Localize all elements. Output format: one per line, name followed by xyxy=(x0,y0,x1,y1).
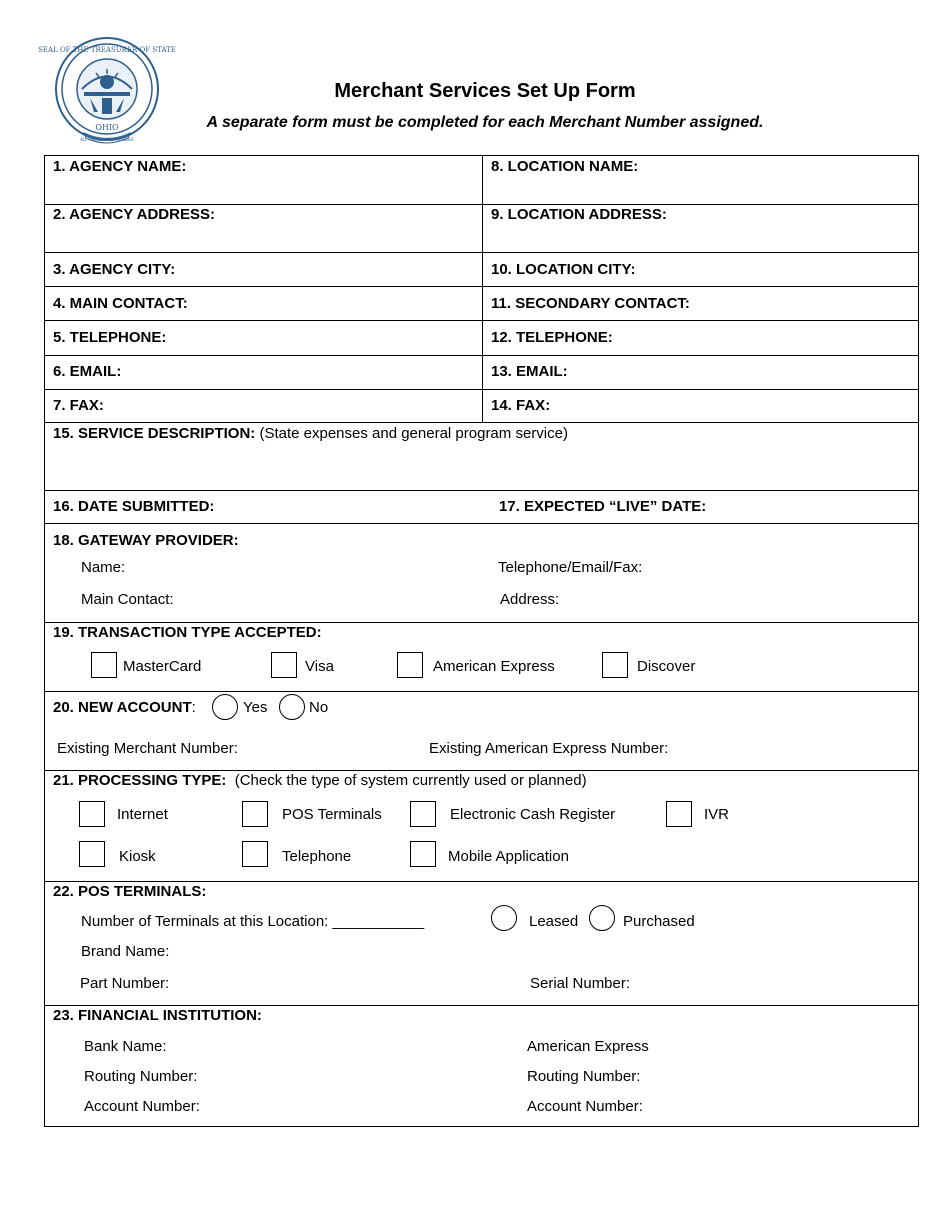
new-account-no-radio[interactable] xyxy=(279,694,305,720)
amex-account-number-field[interactable]: Account Number: xyxy=(527,1098,643,1115)
email-field[interactable]: 6. EMAIL: xyxy=(53,363,122,380)
main-contact-field[interactable]: 4. MAIN CONTACT: xyxy=(53,295,188,312)
date-submitted-field[interactable]: 16. DATE SUBMITTED: xyxy=(53,498,215,515)
processing-type-label: 21. PROCESSING TYPE: xyxy=(53,772,227,789)
page-subtitle: A separate form must be completed for each Merchant Number assigned. xyxy=(206,114,764,131)
american-express-label: American Express xyxy=(433,658,555,675)
ivr-checkbox[interactable] xyxy=(666,801,692,827)
transaction-type-label: 19. TRANSACTION TYPE ACCEPTED: xyxy=(53,624,322,641)
new-account-colon: : xyxy=(191,699,196,716)
electronic-cash-register-label: Electronic Cash Register xyxy=(450,806,616,823)
visa-label: Visa xyxy=(305,658,334,675)
gateway-provider-label: 18. GATEWAY PROVIDER: xyxy=(53,532,239,549)
bank-routing-number-field[interactable]: Routing Number: xyxy=(84,1068,198,1085)
amex-routing-number-field[interactable]: Routing Number: xyxy=(527,1068,641,1085)
new-account-label: 20. NEW ACCOUNT xyxy=(53,699,192,716)
pos-terminals-label: POS Terminals xyxy=(282,806,382,823)
secondary-contact-field[interactable]: 11. SECONDARY CONTACT: xyxy=(491,295,690,312)
internet-checkbox[interactable] xyxy=(79,801,105,827)
row-divider xyxy=(44,320,919,321)
location-telephone-field[interactable]: 12. TELEPHONE: xyxy=(491,329,613,346)
row-divider xyxy=(44,204,919,205)
agency-name-field[interactable]: 1. AGENCY NAME: xyxy=(53,158,187,175)
new-account-no-label: No xyxy=(309,699,329,716)
number-of-terminals-field[interactable]: Number of Terminals at this Location: ___________ xyxy=(81,913,425,930)
table-right-border xyxy=(918,155,919,1127)
purchased-radio[interactable] xyxy=(589,905,615,931)
location-name-field[interactable]: 8. LOCATION NAME: xyxy=(491,158,639,175)
svg-text:ALL THINGS ARE POSSIBLE: ALL THINGS ARE POSSIBLE xyxy=(80,137,134,142)
new-account-yes-label: Yes xyxy=(243,699,268,716)
agency-city-field[interactable]: 3. AGENCY CITY: xyxy=(53,261,176,278)
existing-merchant-number-field[interactable]: Existing Merchant Number: xyxy=(57,740,238,757)
processing-type-note: (Check the type of system currently used or planned) xyxy=(226,772,587,789)
pos-terminals-checkbox[interactable] xyxy=(242,801,268,827)
row-divider xyxy=(44,622,919,623)
processing-type-field xyxy=(53,772,587,789)
row-divider xyxy=(44,523,919,524)
telephone-label: Telephone xyxy=(282,848,352,865)
discover-checkbox[interactable] xyxy=(602,652,628,678)
page-title: Merchant Services Set Up Form xyxy=(334,80,636,102)
american-express-heading: American Express xyxy=(527,1038,649,1055)
brand-name-field[interactable]: Brand Name: xyxy=(81,943,170,960)
location-email-field[interactable]: 13. EMAIL: xyxy=(491,363,568,380)
serial-number-field[interactable]: Serial Number: xyxy=(530,975,631,992)
row-divider xyxy=(44,770,919,771)
financial-institution-label: 23. FINANCIAL INSTITUTION: xyxy=(53,1007,262,1024)
part-number-field[interactable]: Part Number: xyxy=(80,975,170,992)
purchased-label: Purchased xyxy=(623,913,695,930)
svg-text:OHIO: OHIO xyxy=(95,123,119,132)
fax-field[interactable]: 7. FAX: xyxy=(53,397,104,414)
row-divider xyxy=(44,286,919,287)
bank-name-field[interactable]: Bank Name: xyxy=(84,1038,167,1055)
column-divider xyxy=(482,155,483,423)
kiosk-label: Kiosk xyxy=(119,848,156,865)
mastercard-label: MasterCard xyxy=(123,658,202,675)
table-bottom-border xyxy=(44,1126,919,1127)
row-divider xyxy=(44,691,919,692)
gateway-telephone-email-fax-field[interactable]: Telephone/Email/Fax: xyxy=(498,559,643,576)
mobile-application-checkbox[interactable] xyxy=(410,841,436,867)
service-description-note: (State expenses and general program service) xyxy=(255,425,568,442)
row-divider xyxy=(44,490,919,491)
leased-label: Leased xyxy=(529,913,579,930)
expected-live-date-field[interactable]: 17. EXPECTED “LIVE” DATE: xyxy=(499,498,707,515)
telephone-field[interactable]: 5. TELEPHONE: xyxy=(53,329,167,346)
location-fax-field[interactable]: 14. FAX: xyxy=(491,397,551,414)
ivr-label: IVR xyxy=(704,806,730,823)
row-divider xyxy=(44,881,919,882)
existing-amex-number-field[interactable]: Existing American Express Number: xyxy=(429,740,669,757)
gateway-name-field[interactable]: Name: xyxy=(81,559,126,576)
visa-checkbox[interactable] xyxy=(271,652,297,678)
location-city-field[interactable]: 10. LOCATION CITY: xyxy=(491,261,636,278)
gateway-address-field[interactable]: Address: xyxy=(500,591,560,608)
internet-label: Internet xyxy=(117,806,168,823)
row-divider xyxy=(44,355,919,356)
leased-radio[interactable] xyxy=(491,905,517,931)
row-divider xyxy=(44,1005,919,1006)
table-left-border xyxy=(44,155,45,1127)
row-divider xyxy=(44,252,919,253)
gateway-main-contact-field[interactable]: Main Contact: xyxy=(81,591,174,608)
service-description-field[interactable] xyxy=(53,425,568,442)
telephone-checkbox[interactable] xyxy=(242,841,268,867)
agency-address-field[interactable]: 2. AGENCY ADDRESS: xyxy=(53,206,215,223)
ohio-treasurer-seal xyxy=(38,34,176,146)
american-express-checkbox[interactable] xyxy=(397,652,423,678)
bank-account-number-field[interactable]: Account Number: xyxy=(84,1098,200,1115)
new-account-field xyxy=(53,699,196,716)
service-description-label: 15. SERVICE DESCRIPTION: xyxy=(53,425,256,442)
kiosk-checkbox[interactable] xyxy=(79,841,105,867)
mastercard-checkbox[interactable] xyxy=(91,652,117,678)
mobile-application-label: Mobile Application xyxy=(448,848,569,865)
electronic-cash-register-checkbox[interactable] xyxy=(410,801,436,827)
pos-terminals-label: 22. POS TERMINALS: xyxy=(53,883,207,900)
location-address-field[interactable]: 9. LOCATION ADDRESS: xyxy=(491,206,667,223)
discover-label: Discover xyxy=(637,658,696,675)
row-divider xyxy=(44,422,919,423)
row-divider xyxy=(44,389,919,390)
svg-text:SEAL OF THE TREASURER OF STATE: SEAL OF THE TREASURER OF STATE xyxy=(38,46,176,54)
new-account-yes-radio[interactable] xyxy=(212,694,238,720)
